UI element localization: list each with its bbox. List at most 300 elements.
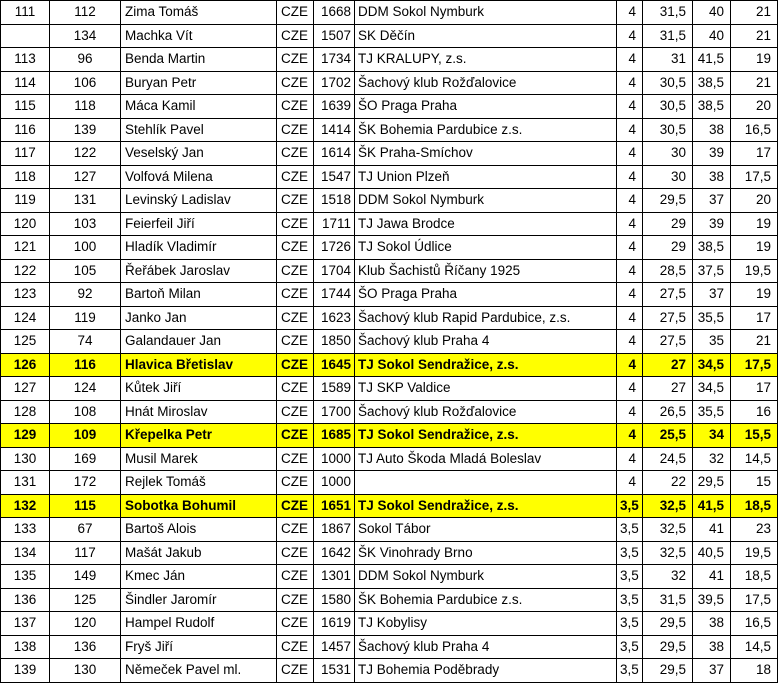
table-row <box>1 306 778 330</box>
club-cell: Šachový klub Rapid Pardubice, z.s. <box>355 306 617 330</box>
player-name-cell: Feierfeil Jiří <box>121 212 277 236</box>
tiebreak-1-cell: 32 <box>643 565 693 589</box>
tiebreak-2-cell: 37 <box>693 659 731 683</box>
rating-cell: 1744 <box>314 283 355 307</box>
start-number-cell: 108 <box>50 400 121 424</box>
federation-cell: CZE <box>277 330 314 354</box>
player-name-cell: Hlavica Břetislav <box>121 353 277 377</box>
start-number-cell: 109 <box>50 424 121 448</box>
federation-cell: CZE <box>277 353 314 377</box>
table-row <box>1 588 778 612</box>
points-cell: 4 <box>617 165 643 189</box>
federation-cell: CZE <box>277 659 314 683</box>
federation-cell: CZE <box>277 424 314 448</box>
tiebreak-2-cell: 40 <box>693 24 731 48</box>
rank-cell: 132 <box>1 494 50 518</box>
points-cell: 4 <box>617 259 643 283</box>
tiebreak-2-cell: 32 <box>693 447 731 471</box>
player-name-cell: Galandauer Jan <box>121 330 277 354</box>
points-cell: 4 <box>617 377 643 401</box>
points-cell: 4 <box>617 48 643 72</box>
tiebreak-1-cell: 30,5 <box>643 118 693 142</box>
tiebreak-3-cell: 20 <box>731 95 778 119</box>
tiebreak-3-cell: 21 <box>731 1 778 25</box>
player-name-cell: Veselský Jan <box>121 142 277 166</box>
player-name-cell: Janko Jan <box>121 306 277 330</box>
points-cell: 3,5 <box>617 541 643 565</box>
tiebreak-1-cell: 32,5 <box>643 518 693 542</box>
tiebreak-1-cell: 29,5 <box>643 635 693 659</box>
table-row <box>1 541 778 565</box>
rating-cell: 1619 <box>314 612 355 636</box>
start-number-cell: 100 <box>50 236 121 260</box>
club-cell: Šachový klub Rožďalovice <box>355 400 617 424</box>
player-name-cell: Fryš Jiří <box>121 635 277 659</box>
start-number-cell: 127 <box>50 165 121 189</box>
rating-cell: 1623 <box>314 306 355 330</box>
federation-cell: CZE <box>277 377 314 401</box>
tiebreak-1-cell: 27,5 <box>643 306 693 330</box>
points-cell: 4 <box>617 142 643 166</box>
federation-cell: CZE <box>277 612 314 636</box>
club-cell: TJ Sokol Údlice <box>355 236 617 260</box>
tiebreak-3-cell: 18,5 <box>731 494 778 518</box>
tiebreak-2-cell: 41 <box>693 565 731 589</box>
points-cell: 3,5 <box>617 494 643 518</box>
rank-cell: 125 <box>1 330 50 354</box>
tiebreak-3-cell: 19 <box>731 212 778 236</box>
rating-cell: 1000 <box>314 447 355 471</box>
start-number-cell: 136 <box>50 635 121 659</box>
federation-cell: CZE <box>277 447 314 471</box>
tiebreak-2-cell: 38 <box>693 635 731 659</box>
tiebreak-1-cell: 25,5 <box>643 424 693 448</box>
start-number-cell: 103 <box>50 212 121 236</box>
player-name-cell: Máca Kamil <box>121 95 277 119</box>
start-number-cell: 131 <box>50 189 121 213</box>
federation-cell: CZE <box>277 471 314 495</box>
start-number-cell: 116 <box>50 353 121 377</box>
federation-cell: CZE <box>277 400 314 424</box>
rank-cell: 122 <box>1 259 50 283</box>
federation-cell: CZE <box>277 71 314 95</box>
player-name-cell: Sobotka Bohumil <box>121 494 277 518</box>
federation-cell: CZE <box>277 165 314 189</box>
rank-cell: 128 <box>1 400 50 424</box>
rating-cell: 1518 <box>314 189 355 213</box>
rating-cell: 1702 <box>314 71 355 95</box>
rating-cell: 1507 <box>314 24 355 48</box>
table-row <box>1 236 778 260</box>
rating-cell: 1301 <box>314 565 355 589</box>
player-name-cell: Řeřábek Jaroslav <box>121 259 277 283</box>
start-number-cell: 74 <box>50 330 121 354</box>
tiebreak-1-cell: 30,5 <box>643 95 693 119</box>
tiebreak-1-cell: 29,5 <box>643 659 693 683</box>
tiebreak-1-cell: 27 <box>643 353 693 377</box>
start-number-cell: 124 <box>50 377 121 401</box>
rating-cell: 1850 <box>314 330 355 354</box>
tiebreak-3-cell: 19,5 <box>731 541 778 565</box>
points-cell: 3,5 <box>617 518 643 542</box>
club-cell: TJ Kobylisy <box>355 612 617 636</box>
player-name-cell: Němeček Pavel ml. <box>121 659 277 683</box>
rank-cell: 139 <box>1 659 50 683</box>
start-number-cell: 134 <box>50 24 121 48</box>
club-cell: TJ SKP Valdice <box>355 377 617 401</box>
tiebreak-3-cell: 14,5 <box>731 447 778 471</box>
federation-cell: CZE <box>277 565 314 589</box>
federation-cell: CZE <box>277 95 314 119</box>
tiebreak-2-cell: 39 <box>693 212 731 236</box>
start-number-cell: 106 <box>50 71 121 95</box>
federation-cell: CZE <box>277 518 314 542</box>
table-row <box>1 612 778 636</box>
tiebreak-2-cell: 38,5 <box>693 236 731 260</box>
rating-cell: 1704 <box>314 259 355 283</box>
federation-cell: CZE <box>277 212 314 236</box>
table-row <box>1 659 778 683</box>
tiebreak-3-cell: 17 <box>731 377 778 401</box>
tiebreak-3-cell: 23 <box>731 518 778 542</box>
rating-cell: 1547 <box>314 165 355 189</box>
tiebreak-3-cell: 19 <box>731 283 778 307</box>
tiebreak-3-cell: 17,5 <box>731 165 778 189</box>
club-cell: Šachový klub Rožďalovice <box>355 71 617 95</box>
tiebreak-1-cell: 32,5 <box>643 541 693 565</box>
tiebreak-2-cell: 40 <box>693 1 731 25</box>
start-number-cell: 172 <box>50 471 121 495</box>
tiebreak-3-cell: 17,5 <box>731 353 778 377</box>
federation-cell: CZE <box>277 259 314 283</box>
tiebreak-2-cell: 34 <box>693 424 731 448</box>
player-name-cell: Zima Tomáš <box>121 1 277 25</box>
tiebreak-2-cell: 41 <box>693 518 731 542</box>
tiebreak-3-cell: 17 <box>731 142 778 166</box>
rank-cell: 116 <box>1 118 50 142</box>
club-cell: SK Děčín <box>355 24 617 48</box>
player-name-cell: Mašát Jakub <box>121 541 277 565</box>
start-number-cell: 92 <box>50 283 121 307</box>
rank-cell: 133 <box>1 518 50 542</box>
tiebreak-1-cell: 29,5 <box>643 189 693 213</box>
tiebreak-3-cell: 21 <box>731 24 778 48</box>
table-row <box>1 494 778 518</box>
tiebreak-3-cell: 21 <box>731 71 778 95</box>
tiebreak-1-cell: 27 <box>643 377 693 401</box>
rank-cell: 123 <box>1 283 50 307</box>
club-cell: Klub Šachistů Říčany 1925 <box>355 259 617 283</box>
points-cell: 4 <box>617 118 643 142</box>
rank-cell: 115 <box>1 95 50 119</box>
rank-cell: 111 <box>1 1 50 25</box>
rating-cell: 1645 <box>314 353 355 377</box>
tiebreak-1-cell: 30 <box>643 142 693 166</box>
tiebreak-2-cell: 35,5 <box>693 306 731 330</box>
federation-cell: CZE <box>277 118 314 142</box>
tiebreak-3-cell: 14,5 <box>731 635 778 659</box>
tiebreak-3-cell: 19,5 <box>731 259 778 283</box>
table-row <box>1 259 778 283</box>
rank-cell: 118 <box>1 165 50 189</box>
club-cell: TJ Sokol Sendražice, z.s. <box>355 424 617 448</box>
tiebreak-3-cell: 17 <box>731 306 778 330</box>
points-cell: 3,5 <box>617 588 643 612</box>
tiebreak-2-cell: 37 <box>693 189 731 213</box>
tiebreak-3-cell: 19 <box>731 236 778 260</box>
player-name-cell: Rejlek Tomáš <box>121 471 277 495</box>
tiebreak-2-cell: 34,5 <box>693 353 731 377</box>
rank-cell: 114 <box>1 71 50 95</box>
player-name-cell: Benda Martin <box>121 48 277 72</box>
start-number-cell: 67 <box>50 518 121 542</box>
tiebreak-3-cell: 16,5 <box>731 612 778 636</box>
table-row <box>1 377 778 401</box>
tiebreak-2-cell: 35 <box>693 330 731 354</box>
club-cell: DDM Sokol Nymburk <box>355 565 617 589</box>
rank-cell: 130 <box>1 447 50 471</box>
tiebreak-1-cell: 26,5 <box>643 400 693 424</box>
rating-cell: 1457 <box>314 635 355 659</box>
player-name-cell: Levinský Ladislav <box>121 189 277 213</box>
tiebreak-3-cell: 15,5 <box>731 424 778 448</box>
federation-cell: CZE <box>277 236 314 260</box>
tiebreak-1-cell: 27,5 <box>643 330 693 354</box>
player-name-cell: Hladík Vladimír <box>121 236 277 260</box>
table-row <box>1 212 778 236</box>
points-cell: 4 <box>617 424 643 448</box>
points-cell: 4 <box>617 1 643 25</box>
federation-cell: CZE <box>277 1 314 25</box>
rating-cell: 1726 <box>314 236 355 260</box>
tiebreak-2-cell: 41,5 <box>693 494 731 518</box>
player-name-cell: Křepelka Petr <box>121 424 277 448</box>
rank-cell: 124 <box>1 306 50 330</box>
points-cell: 4 <box>617 471 643 495</box>
start-number-cell: 120 <box>50 612 121 636</box>
player-name-cell: Kmec Ján <box>121 565 277 589</box>
table-row <box>1 565 778 589</box>
player-name-cell: Hnát Miroslav <box>121 400 277 424</box>
player-name-cell: Hampel Rudolf <box>121 612 277 636</box>
start-number-cell: 149 <box>50 565 121 589</box>
club-cell: TJ Jawa Brodce <box>355 212 617 236</box>
tiebreak-1-cell: 31,5 <box>643 588 693 612</box>
tiebreak-2-cell: 29,5 <box>693 471 731 495</box>
tiebreak-2-cell: 41,5 <box>693 48 731 72</box>
rating-cell: 1614 <box>314 142 355 166</box>
tiebreak-2-cell: 37 <box>693 283 731 307</box>
player-name-cell: Buryan Petr <box>121 71 277 95</box>
club-cell: TJ Sokol Sendražice, z.s. <box>355 353 617 377</box>
points-cell: 4 <box>617 330 643 354</box>
club-cell: ŠO Praga Praha <box>355 95 617 119</box>
table-row <box>1 71 778 95</box>
club-cell: TJ Sokol Sendražice, z.s. <box>355 494 617 518</box>
points-cell: 3,5 <box>617 612 643 636</box>
club-cell: ŠK Bohemia Pardubice z.s. <box>355 588 617 612</box>
table-row <box>1 118 778 142</box>
club-cell <box>355 471 617 495</box>
tiebreak-2-cell: 39,5 <box>693 588 731 612</box>
club-cell: ŠK Bohemia Pardubice z.s. <box>355 118 617 142</box>
club-cell: TJ Auto Škoda Mladá Boleslav <box>355 447 617 471</box>
results-rows <box>1 1 778 683</box>
tiebreak-3-cell: 18,5 <box>731 565 778 589</box>
tiebreak-1-cell: 27,5 <box>643 283 693 307</box>
club-cell: ŠK Praha-Smíchov <box>355 142 617 166</box>
start-number-cell: 112 <box>50 1 121 25</box>
tiebreak-3-cell: 16 <box>731 400 778 424</box>
club-cell: ŠK Vinohrady Brno <box>355 541 617 565</box>
rating-cell: 1700 <box>314 400 355 424</box>
tiebreak-3-cell: 21 <box>731 330 778 354</box>
rank-cell: 129 <box>1 424 50 448</box>
points-cell: 4 <box>617 353 643 377</box>
federation-cell: CZE <box>277 142 314 166</box>
player-name-cell: Machka Vít <box>121 24 277 48</box>
tiebreak-1-cell: 30,5 <box>643 71 693 95</box>
tiebreak-1-cell: 31,5 <box>643 1 693 25</box>
start-number-cell: 139 <box>50 118 121 142</box>
tiebreak-2-cell: 37,5 <box>693 259 731 283</box>
tiebreak-1-cell: 24,5 <box>643 447 693 471</box>
club-cell: Šachový klub Praha 4 <box>355 635 617 659</box>
table-row <box>1 24 778 48</box>
rank-cell: 135 <box>1 565 50 589</box>
rating-cell: 1711 <box>314 212 355 236</box>
table-row <box>1 48 778 72</box>
tiebreak-1-cell: 32,5 <box>643 494 693 518</box>
club-cell: TJ Bohemia Poděbrady <box>355 659 617 683</box>
tiebreak-2-cell: 35,5 <box>693 400 731 424</box>
rank-cell: 119 <box>1 189 50 213</box>
points-cell: 4 <box>617 447 643 471</box>
rank-cell <box>1 24 50 48</box>
rating-cell: 1734 <box>314 48 355 72</box>
table-row <box>1 447 778 471</box>
table-row <box>1 424 778 448</box>
club-cell: ŠO Praga Praha <box>355 283 617 307</box>
club-cell: DDM Sokol Nymburk <box>355 189 617 213</box>
start-number-cell: 96 <box>50 48 121 72</box>
federation-cell: CZE <box>277 588 314 612</box>
table-row <box>1 189 778 213</box>
rating-cell: 1580 <box>314 588 355 612</box>
table-row <box>1 330 778 354</box>
points-cell: 4 <box>617 236 643 260</box>
federation-cell: CZE <box>277 189 314 213</box>
start-number-cell: 119 <box>50 306 121 330</box>
start-number-cell: 118 <box>50 95 121 119</box>
rating-cell: 1685 <box>314 424 355 448</box>
table-row <box>1 518 778 542</box>
tiebreak-2-cell: 38,5 <box>693 95 731 119</box>
federation-cell: CZE <box>277 541 314 565</box>
player-name-cell: Stehlík Pavel <box>121 118 277 142</box>
club-cell: Šachový klub Praha 4 <box>355 330 617 354</box>
tiebreak-1-cell: 22 <box>643 471 693 495</box>
rank-cell: 137 <box>1 612 50 636</box>
start-number-cell: 115 <box>50 494 121 518</box>
player-name-cell: Bartoš Alois <box>121 518 277 542</box>
tiebreak-1-cell: 31 <box>643 48 693 72</box>
club-cell: TJ Union Plzeň <box>355 165 617 189</box>
rating-cell: 1639 <box>314 95 355 119</box>
table-row <box>1 95 778 119</box>
points-cell: 3,5 <box>617 635 643 659</box>
federation-cell: CZE <box>277 24 314 48</box>
table-row <box>1 471 778 495</box>
tiebreak-1-cell: 29,5 <box>643 612 693 636</box>
player-name-cell: Šindler Jaromír <box>121 588 277 612</box>
tiebreak-1-cell: 31,5 <box>643 24 693 48</box>
points-cell: 4 <box>617 306 643 330</box>
points-cell: 4 <box>617 24 643 48</box>
federation-cell: CZE <box>277 494 314 518</box>
points-cell: 4 <box>617 283 643 307</box>
points-cell: 3,5 <box>617 565 643 589</box>
tiebreak-1-cell: 30 <box>643 165 693 189</box>
player-name-cell: Volfová Milena <box>121 165 277 189</box>
tiebreak-3-cell: 20 <box>731 189 778 213</box>
start-number-cell: 125 <box>50 588 121 612</box>
rank-cell: 131 <box>1 471 50 495</box>
rating-cell: 1414 <box>314 118 355 142</box>
federation-cell: CZE <box>277 635 314 659</box>
table-row <box>1 283 778 307</box>
tiebreak-2-cell: 34,5 <box>693 377 731 401</box>
club-cell: Sokol Tábor <box>355 518 617 542</box>
player-name-cell: Musil Marek <box>121 447 277 471</box>
points-cell: 4 <box>617 95 643 119</box>
start-number-cell: 105 <box>50 259 121 283</box>
tiebreak-3-cell: 19 <box>731 48 778 72</box>
start-number-cell: 169 <box>50 447 121 471</box>
start-number-cell: 117 <box>50 541 121 565</box>
player-name-cell: Bartoň Milan <box>121 283 277 307</box>
tiebreak-2-cell: 38,5 <box>693 71 731 95</box>
start-number-cell: 122 <box>50 142 121 166</box>
tiebreak-1-cell: 28,5 <box>643 259 693 283</box>
tiebreak-2-cell: 38 <box>693 118 731 142</box>
points-cell: 4 <box>617 400 643 424</box>
start-number-cell: 130 <box>50 659 121 683</box>
tiebreak-3-cell: 15 <box>731 471 778 495</box>
tiebreak-2-cell: 40,5 <box>693 541 731 565</box>
rank-cell: 127 <box>1 377 50 401</box>
points-cell: 3,5 <box>617 659 643 683</box>
tiebreak-3-cell: 18 <box>731 659 778 683</box>
points-cell: 4 <box>617 212 643 236</box>
rank-cell: 113 <box>1 48 50 72</box>
rating-cell: 1000 <box>314 471 355 495</box>
rating-cell: 1668 <box>314 1 355 25</box>
tiebreak-1-cell: 29 <box>643 212 693 236</box>
rating-cell: 1531 <box>314 659 355 683</box>
tiebreak-3-cell: 17,5 <box>731 588 778 612</box>
rating-cell: 1651 <box>314 494 355 518</box>
table-row <box>1 400 778 424</box>
points-cell: 4 <box>617 189 643 213</box>
rating-cell: 1589 <box>314 377 355 401</box>
tiebreak-3-cell: 16,5 <box>731 118 778 142</box>
tiebreak-2-cell: 38 <box>693 612 731 636</box>
table-row <box>1 1 778 25</box>
rank-cell: 138 <box>1 635 50 659</box>
club-cell: DDM Sokol Nymburk <box>355 1 617 25</box>
club-cell: TJ KRALUPY, z.s. <box>355 48 617 72</box>
